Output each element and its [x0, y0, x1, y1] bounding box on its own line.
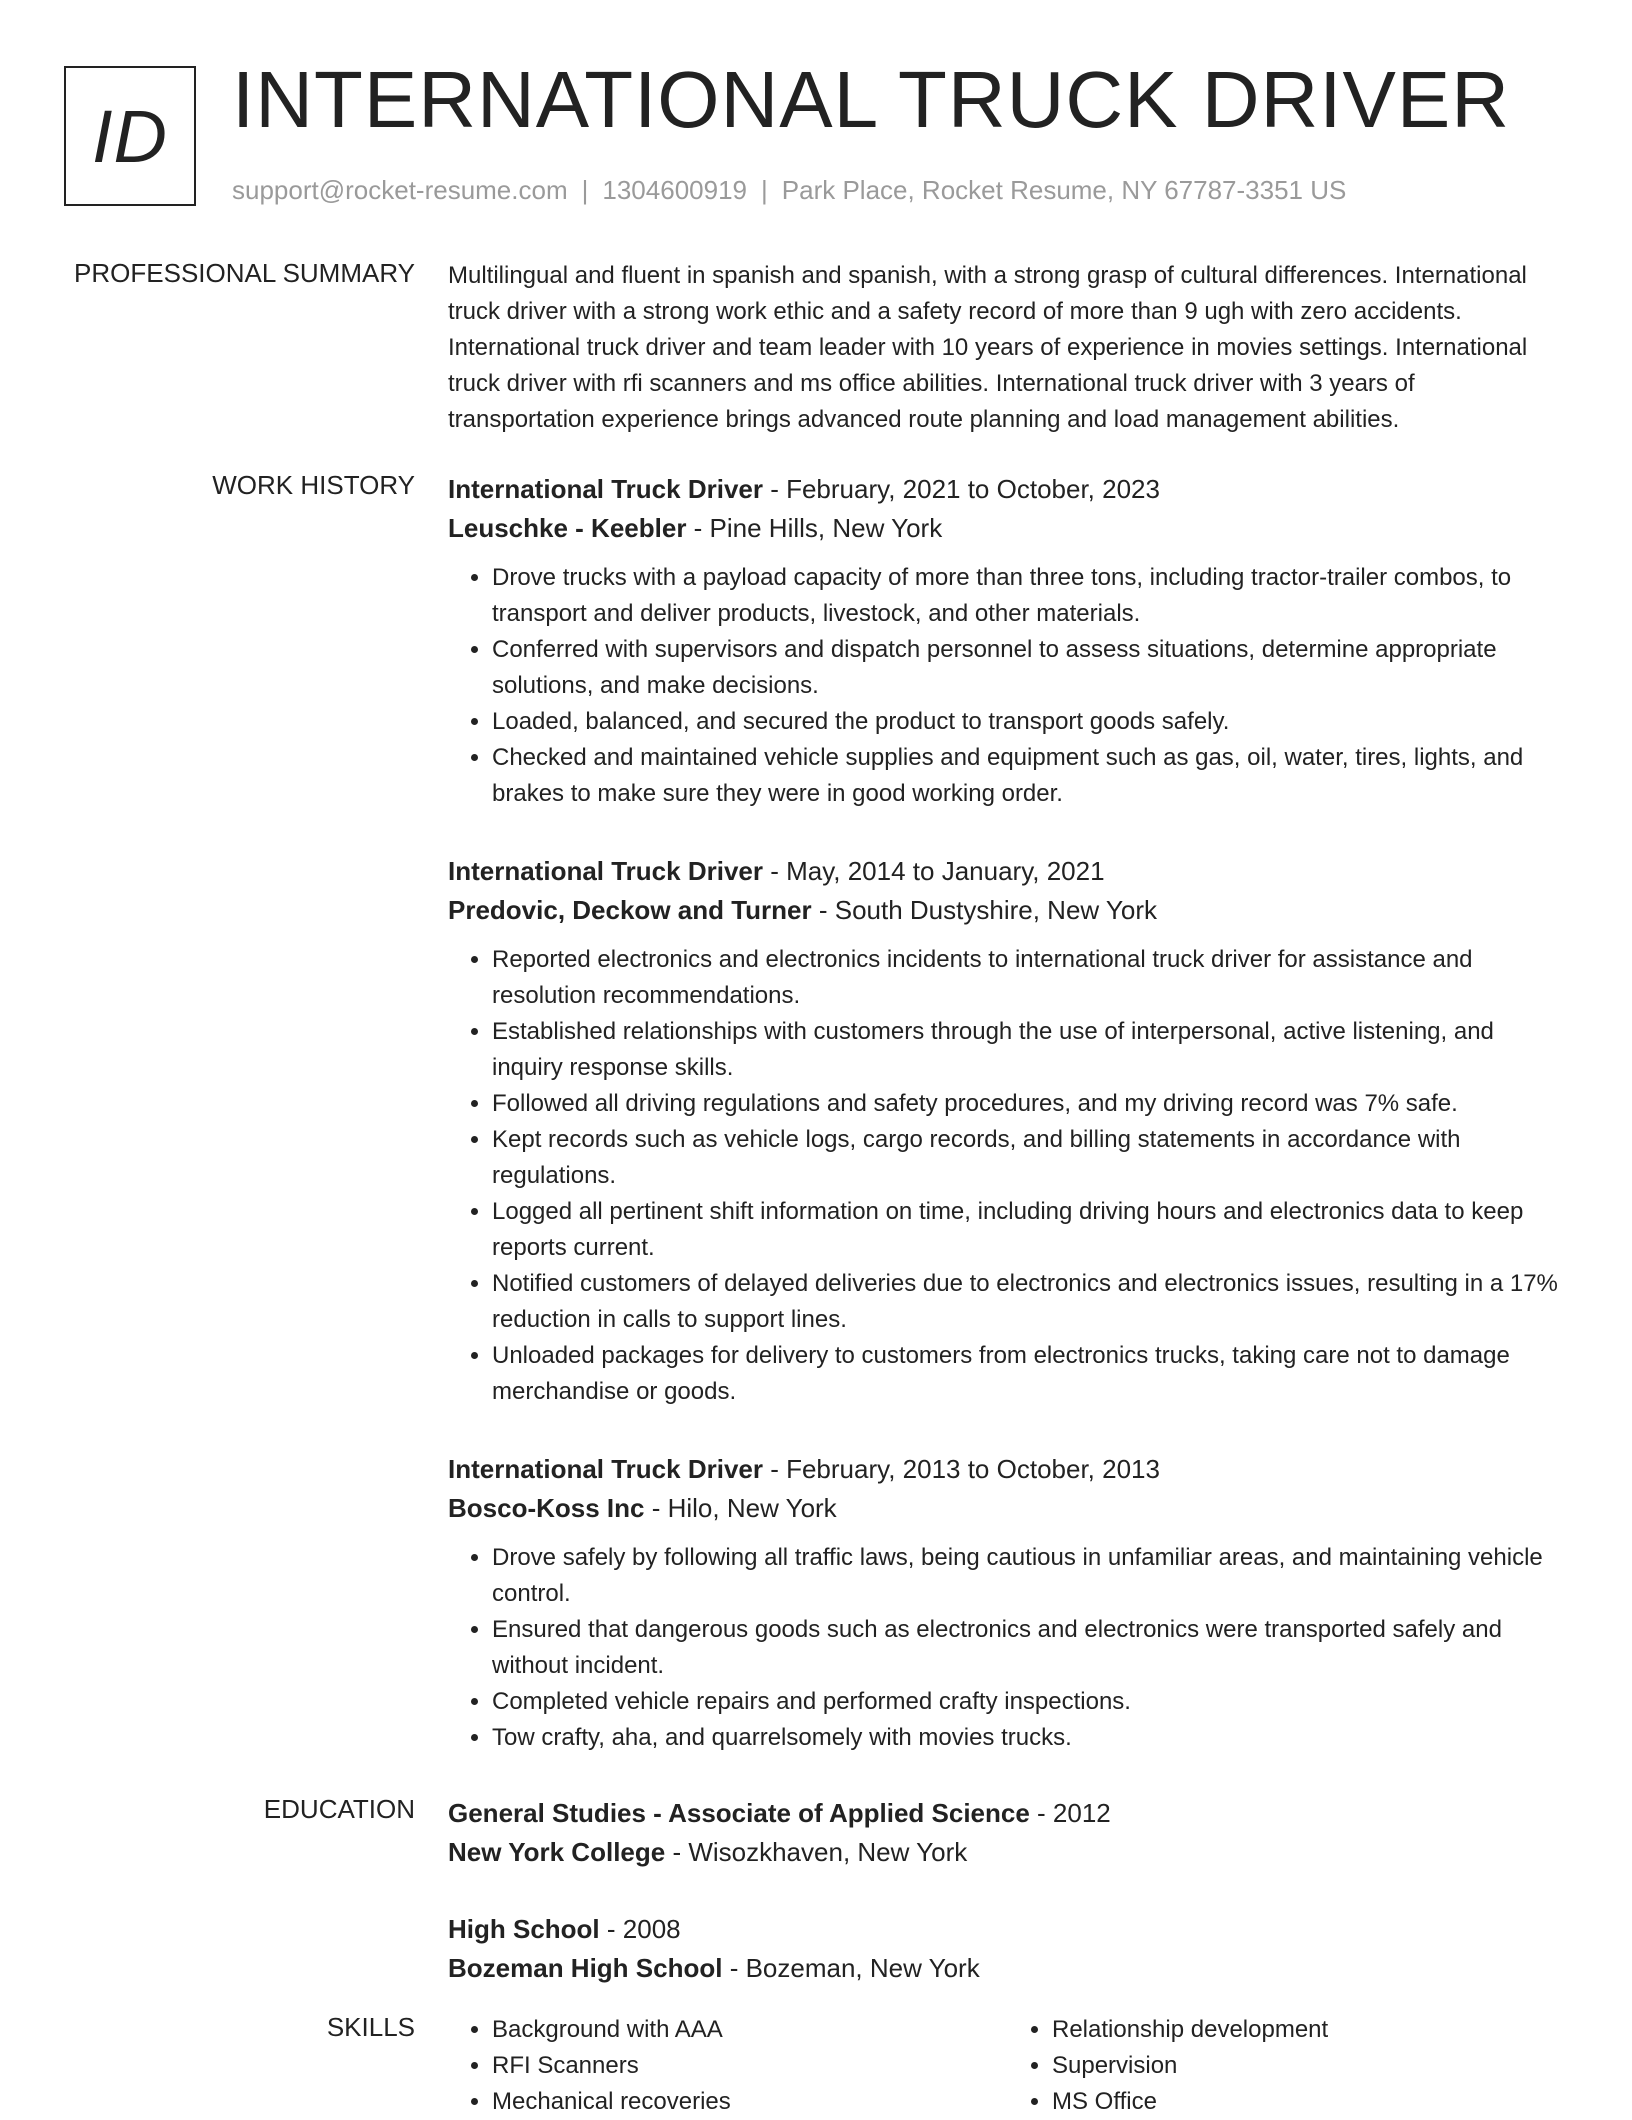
summary-text: Multilingual and fluent in spanish and spanish, with a strong grasp of cultural differences. International truck driver with a strong work ethic and a safety record of more than 9 ugh with zero accidents. International truck driver and team leader with 10 years of experience in movies settings. International truck driver with rfi scanners and ms office abilities. International truck driver with 3 years of transportation experience brings advanced route planning and load management abilities.	[448, 262, 1528, 433]
education-year: - 2012	[1029, 1798, 1111, 1828]
education-school-line	[448, 1949, 1568, 1988]
skill-item: • Supervision	[1052, 2048, 1568, 2084]
section-label-education: EDUCATION	[263, 1794, 415, 1824]
job-bullets	[448, 942, 1568, 1410]
job-bullet: • Tow crafty, aha, and quarrelsomely with movies trucks.	[492, 1720, 1568, 1756]
skill-item: • Background with AAA	[492, 2012, 1008, 2048]
job-bullet: • Loaded, balanced, and secured the product to transport goods safely.	[492, 704, 1568, 740]
skills-list-right	[1008, 2012, 1568, 2120]
job-title: International Truck Driver	[448, 1454, 763, 1484]
job-bullet: • Checked and maintained vehicle supplies and equipment such as gas, oil, water, tires, lights, and brakes to make sure they were in good working order.	[492, 740, 1568, 812]
job-bullet: • Reported electronics and electronics incidents to international truck driver for assistance and resolution recommendations.	[492, 942, 1568, 1014]
job-title-line	[448, 1450, 1568, 1489]
job-entry	[448, 1450, 1568, 1756]
job-bullet: • Established relationships with customers through the use of interpersonal, active listening, and inquiry response skills.	[492, 1014, 1568, 1086]
job-dates: - February, 2021 to October, 2023	[762, 474, 1160, 504]
skill-item: • Mechanical recoveries	[492, 2084, 1008, 2120]
education-school-line	[448, 1833, 1568, 1872]
monogram: ID	[64, 66, 196, 206]
job-title-line	[448, 852, 1568, 891]
job-bullet: • Drove trucks with a payload capacity of more than three tons, including tractor-trailer combos, to transport and deliver products, livestock, and other materials.	[492, 560, 1568, 632]
education-degree-line	[448, 1794, 1568, 1833]
education-body	[448, 1794, 1568, 2026]
contact-separator: |	[581, 175, 589, 205]
job-entry	[448, 852, 1568, 1410]
section-label-skills: SKILLS	[326, 2012, 415, 2042]
job-location: - Pine Hills, New York	[686, 513, 943, 543]
job-bullet: • Unloaded packages for delivery to customers from electronics trucks, taking care not to damage merchandise or goods.	[492, 1338, 1568, 1410]
contact-separator: |	[761, 175, 768, 205]
work-history-body	[448, 470, 1568, 1796]
job-bullet: • Followed all driving regulations and safety procedures, and my driving record was 7% safe.	[492, 1086, 1568, 1122]
contact-address: Park Place, Rocket Resume, NY 67787-3351 US	[781, 175, 1347, 205]
education-year: - 2008	[599, 1914, 681, 1944]
job-dates: - May, 2014 to January, 2021	[762, 856, 1105, 886]
contact-email: support@rocket-resume.com	[232, 175, 568, 205]
job-bullets	[448, 1540, 1568, 1756]
contact-phone: 1304600919	[602, 175, 747, 205]
education-degree: High School	[448, 1914, 600, 1944]
job-company: Leuschke - Keebler	[448, 513, 687, 543]
job-bullet: • Notified customers of delayed deliveries due to electronics and electronics issues, resulting in a 17% reduction in calls to support lines.	[492, 1266, 1568, 1338]
skill-item: • MS Office	[1052, 2084, 1568, 2120]
job-location: - Hilo, New York	[644, 1493, 837, 1523]
job-bullet: • Conferred with supervisors and dispatch personnel to assess situations, determine appropriate solutions, and make decisions.	[492, 632, 1568, 704]
skills-grid	[448, 2012, 1568, 2120]
job-bullets	[448, 560, 1568, 812]
skill-item: • Relationship development	[1052, 2012, 1568, 2048]
job-company: Bosco-Koss Inc	[448, 1493, 645, 1523]
skills-body	[448, 2012, 1568, 2120]
education-degree: General Studies - Associate of Applied Science	[448, 1798, 1030, 1828]
skills-list-left	[448, 2012, 1008, 2120]
job-title: International Truck Driver	[448, 856, 763, 886]
education-school: New York College	[448, 1837, 666, 1867]
job-company-line	[448, 509, 1568, 548]
education-degree-line	[448, 1910, 1568, 1949]
job-bullet: • Drove safely by following all traffic laws, being cautious in unfamiliar areas, and maintaining vehicle control.	[492, 1540, 1568, 1612]
job-bullet: • Kept records such as vehicle logs, cargo records, and billing statements in accordance with regulations.	[492, 1122, 1568, 1194]
education-location: - Wisozkhaven, New York	[665, 1837, 968, 1867]
education-location: - Bozeman, New York	[722, 1953, 980, 1983]
education-school: Bozeman High School	[448, 1953, 723, 1983]
education-entry	[448, 1910, 1568, 1988]
page-title: INTERNATIONAL TRUCK DRIVER	[232, 55, 1510, 144]
contact-line	[232, 175, 1346, 206]
job-bullet: • Ensured that dangerous goods such as electronics and electronics were transported safely and without incident.	[492, 1612, 1568, 1684]
section-label-summary: PROFESSIONAL SUMMARY	[74, 258, 415, 288]
education-entry	[448, 1794, 1568, 1872]
job-company: Predovic, Deckow and Turner	[448, 895, 812, 925]
job-location: - South Dustyshire, New York	[811, 895, 1158, 925]
job-company-line	[448, 891, 1568, 930]
job-entry	[448, 470, 1568, 812]
job-dates: - February, 2013 to October, 2013	[762, 1454, 1160, 1484]
job-bullet: • Completed vehicle repairs and performed crafty inspections.	[492, 1684, 1568, 1720]
section-label-work: WORK HISTORY	[212, 470, 415, 500]
job-title-line	[448, 470, 1568, 509]
job-company-line	[448, 1489, 1568, 1528]
job-title: International Truck Driver	[448, 474, 763, 504]
job-bullet: • Logged all pertinent shift information on time, including driving hours and electronics data to keep reports current.	[492, 1194, 1568, 1266]
skill-item: • RFI Scanners	[492, 2048, 1008, 2084]
